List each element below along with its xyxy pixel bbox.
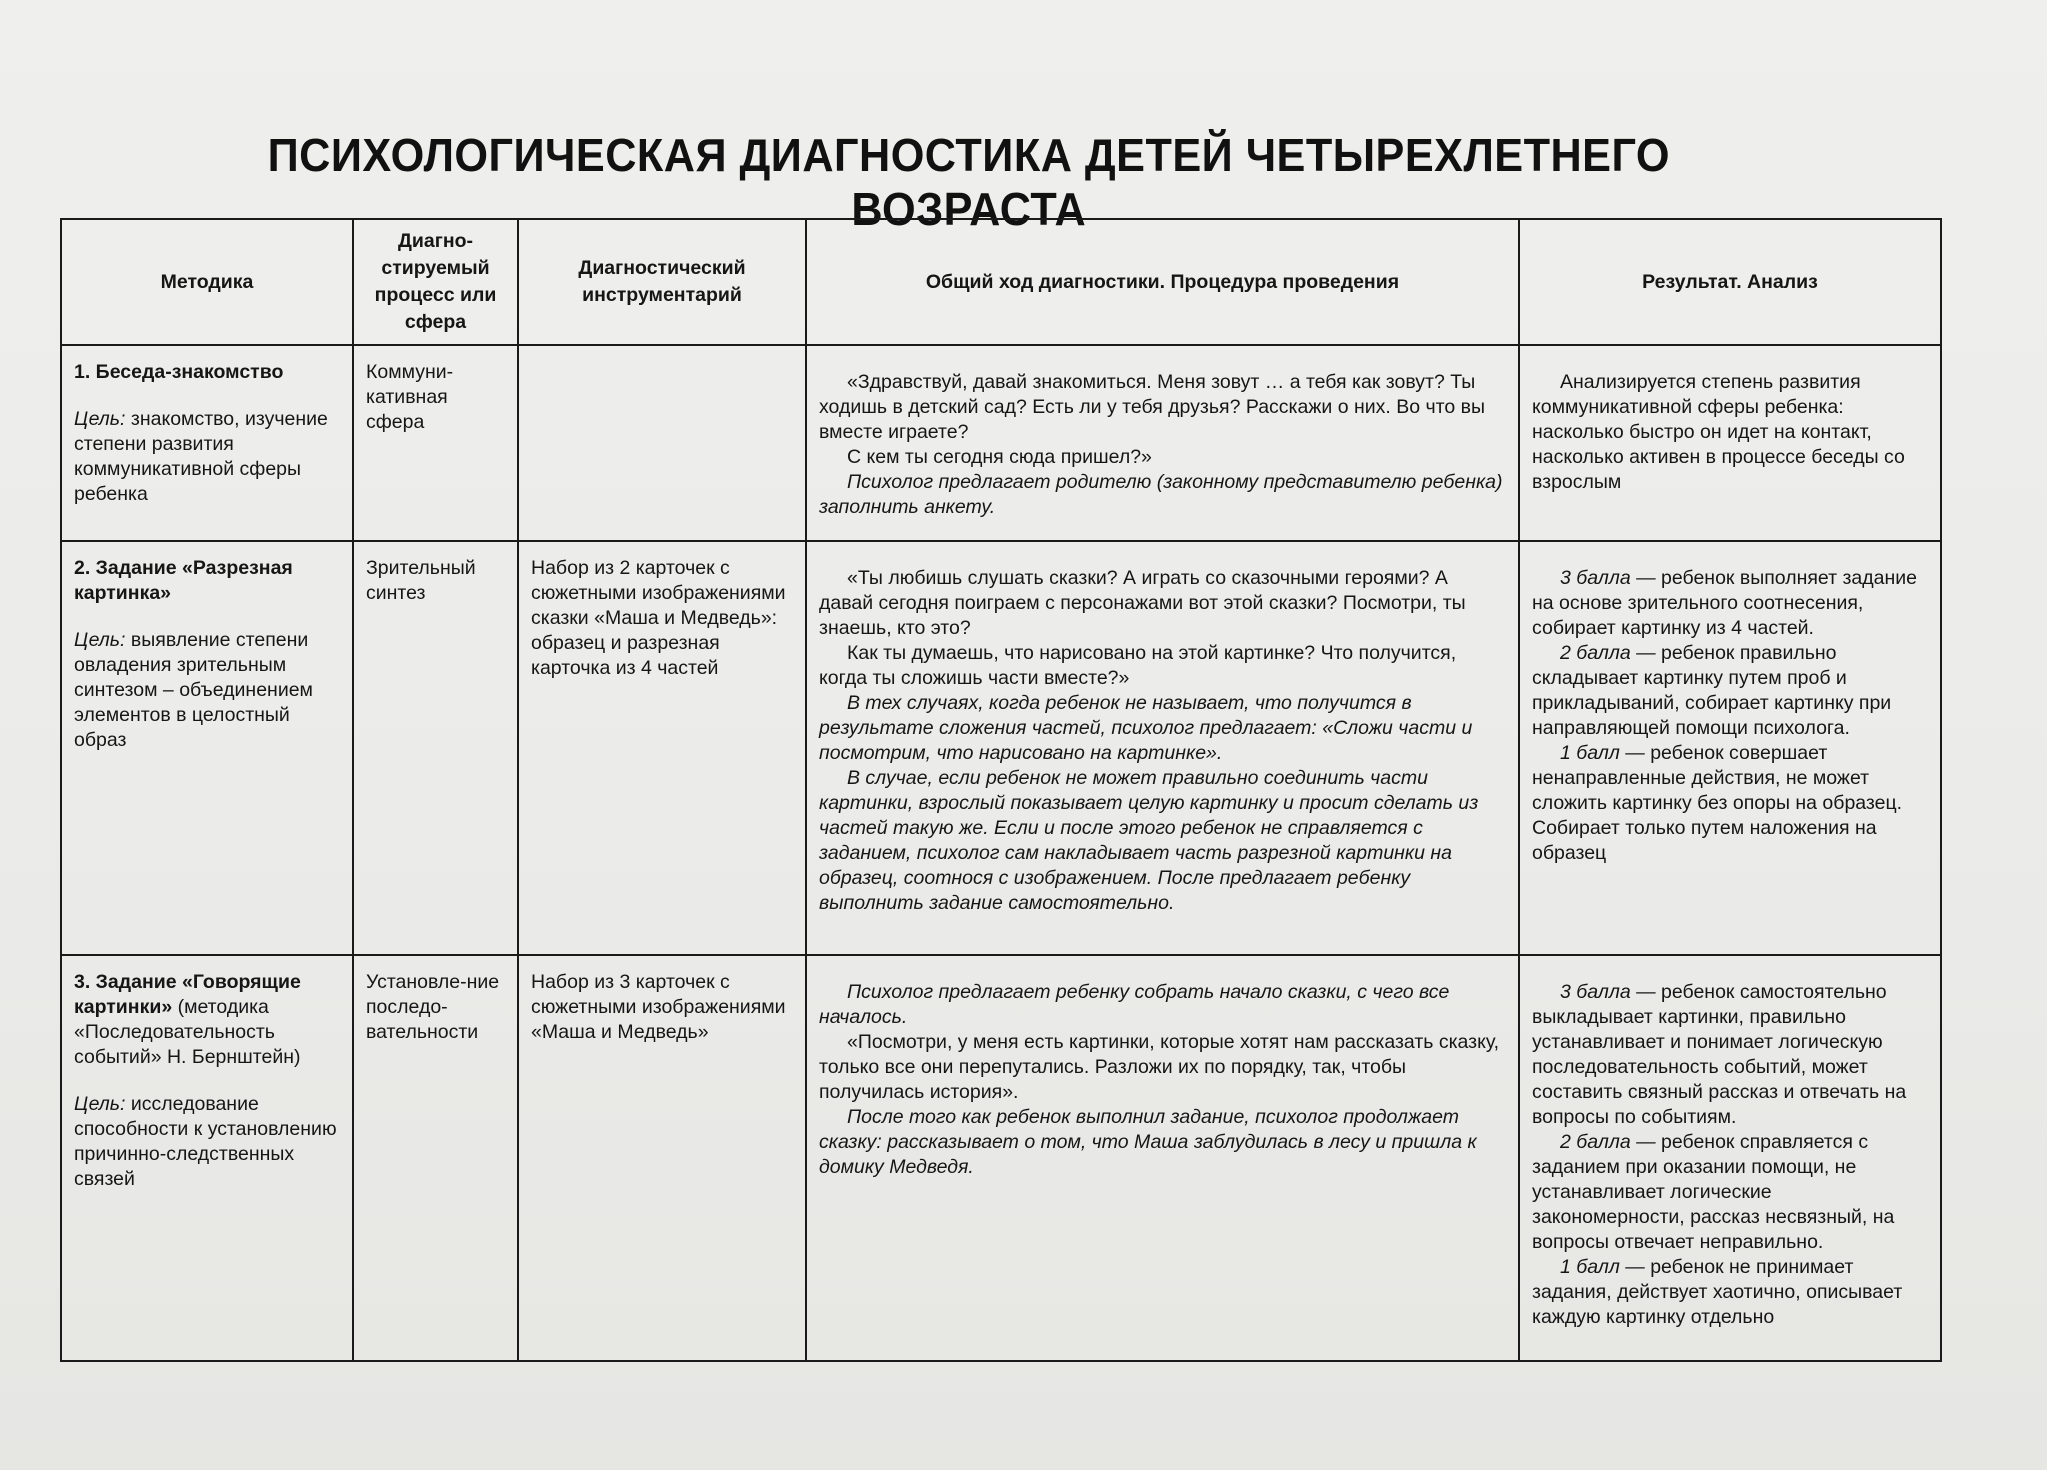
table-header-row — [61, 219, 1941, 345]
goal-text: исследование способности к установлению причинно-следственных связей — [74, 1093, 337, 1190]
result-paragraph: Анализируется степень развития коммуникативной сферы ребенка: насколько быстро он идет на контакт, насколько активен в процессе беседы со взрослым — [1532, 371, 1905, 493]
result-paragraph — [1532, 1130, 1928, 1255]
goal-label: Цель: — [74, 1093, 126, 1115]
cell-tools: Набор из 2 карточек с сюжетными изображениями сказки «Маша и Медведь»: образец и разрезная карточка из 4 частей — [518, 541, 806, 955]
header-method: Методика — [61, 219, 353, 345]
procedure-paragraph: С кем ты сегодня сюда пришел?» — [847, 446, 1152, 468]
score-text: — ребенок самостоятельно выкладывает картинки, правильно устанавливает и понимает логическую последовательность событий, может составить связный рассказ и отвечать на вопросы по событиям. — [1532, 981, 1907, 1128]
header-result: Результат. Анализ — [1519, 219, 1941, 345]
cell-sphere: Зрительный синтез — [353, 541, 518, 955]
header-procedure: Общий ход диагностики. Процедура проведения — [806, 219, 1519, 345]
cell-method — [61, 541, 353, 955]
procedure-paragraph: В тех случаях, когда ребенок не называет, что получится в результате сложения частей, психолог предлагает: «Сложи части и посмотрим, что нарисовано на картинке». — [819, 692, 1473, 764]
table-row — [61, 541, 1941, 955]
page-title: ПСИХОЛОГИЧЕСКАЯ ДИАГНОСТИКА ДЕТЕЙ ЧЕТЫРЕХЛЕТНЕГО ВОЗРАСТА — [267, 129, 1671, 235]
score-text: — ребенок справляется с заданием при оказании помощи, не устанавливает логические закономерности, рассказ несвязный, на вопросы отвечает неправильно. — [1532, 1131, 1895, 1253]
score-label: 1 балл — [1560, 1256, 1620, 1278]
diagnostics-table-wrap — [60, 218, 1940, 1362]
cell-sphere: Установле-ние последо-вательности — [353, 955, 518, 1361]
goal-text: знакомство, изучение степени развития коммуникативной сферы ребенка — [74, 408, 328, 505]
cell-procedure — [806, 345, 1519, 541]
score-label: 1 балл — [1560, 742, 1620, 764]
score-text: — ребенок совершает ненаправленные действия, не может сложить картинку без опоры на образец. Собирает только путем наложения на образец — [1532, 742, 1903, 864]
cell-tools: Набор из 3 карточек с сюжетными изображениями «Маша и Медведь» — [518, 955, 806, 1361]
score-text: — ребенок правильно складывает картинку путем проб и прикладываний, собирает картинку при направляющей помощи психолога. — [1532, 642, 1892, 739]
header-sphere: Диагно-стируемый процесс или сфера — [353, 219, 518, 345]
cell-method — [61, 345, 353, 541]
result-paragraph — [1532, 1255, 1928, 1330]
result-paragraph — [1532, 741, 1928, 866]
method-goal — [74, 1092, 340, 1192]
table-row — [61, 955, 1941, 1361]
result-paragraph — [1532, 641, 1928, 741]
procedure-paragraph: После того как ребенок выполнил задание, психолог продолжает сказку: рассказывает о том, что Маша заблудилась в лесу и пришла к домику Медведя. — [819, 1106, 1477, 1178]
cell-result — [1519, 541, 1941, 955]
procedure-paragraph: «Здравствуй, давай знакомиться. Меня зовут … а тебя как зовут? Ты ходишь в детский сад? Есть ли у тебя друзья? Расскажи о них. Во что вы вместе играете? — [819, 371, 1486, 443]
method-title: 1. Беседа-знакомство — [74, 361, 284, 383]
cell-procedure — [806, 955, 1519, 1361]
procedure-paragraph: «Ты любишь слушать сказки? А играть со сказочными героями? А давай сегодня поиграем с персонажами вот этой сказки? Посмотри, ты знаешь, кто это? — [819, 567, 1466, 639]
goal-text: выявление степени овладения зрительным синтезом – объединением элементов в целостный образ — [74, 629, 313, 751]
cell-tools — [518, 345, 806, 541]
procedure-paragraph: В случае, если ребенок не может правильно соединить части картинки, взрослый показывает целую картинку и просит сделать из частей такую же. Если и после этого ребенок не справляется с заданием, психолог сам накладывает часть разрезной картинки на образец, соотнося с изображением. После предлагает ребенку выполнить задание самостоятельно. — [819, 767, 1479, 914]
cell-sphere: Коммуни-кативная сфера — [353, 345, 518, 541]
score-text: — ребенок не принимает задания, действует хаотично, описывает каждую картинку отдельно — [1532, 1256, 1903, 1328]
cell-method — [61, 955, 353, 1361]
result-paragraph — [1532, 566, 1928, 641]
method-title: 2. Задание «Разрезная картинка» — [74, 557, 293, 604]
procedure-paragraph: «Посмотри, у меня есть картинки, которые хотят нам рассказать сказку, только все они перепутались. Разложи их по порядку, так, чтобы получилась история». — [819, 1031, 1500, 1103]
method-extra: (методика «Последовательность событий» Н. Бернштейн) — [74, 996, 301, 1068]
score-label: 3 балла — [1560, 981, 1631, 1003]
score-label: 2 балла — [1560, 1131, 1631, 1153]
table-row — [61, 345, 1941, 541]
diagnostics-table — [60, 218, 1942, 1362]
procedure-paragraph: Психолог предлагает родителю (законному представителю ребенка) заполнить анкету. — [819, 471, 1503, 518]
method-goal — [74, 628, 340, 753]
procedure-paragraph: Как ты думаешь, что нарисовано на этой картинке? Что получится, когда ты сложишь части вместе?» — [819, 642, 1457, 689]
score-label: 2 балла — [1560, 642, 1631, 664]
score-text: — ребенок выполняет задание на основе зрительного соотнесения, собирает картинку из 4 частей. — [1532, 567, 1917, 639]
score-label: 3 балла — [1560, 567, 1631, 589]
method-title: 3. Задание «Говорящие картинки» — [74, 971, 301, 1018]
method-title-line — [74, 970, 340, 1070]
goal-label: Цель: — [74, 629, 126, 651]
goal-label: Цель: — [74, 408, 126, 430]
cell-procedure — [806, 541, 1519, 955]
procedure-paragraph: Психолог предлагает ребенку собрать начало сказки, с чего все началось. — [819, 981, 1450, 1028]
result-paragraph — [1532, 980, 1928, 1130]
cell-result — [1519, 955, 1941, 1361]
cell-result — [1519, 345, 1941, 541]
method-goal — [74, 407, 340, 507]
header-tools: Диагностический инструментарий — [518, 219, 806, 345]
